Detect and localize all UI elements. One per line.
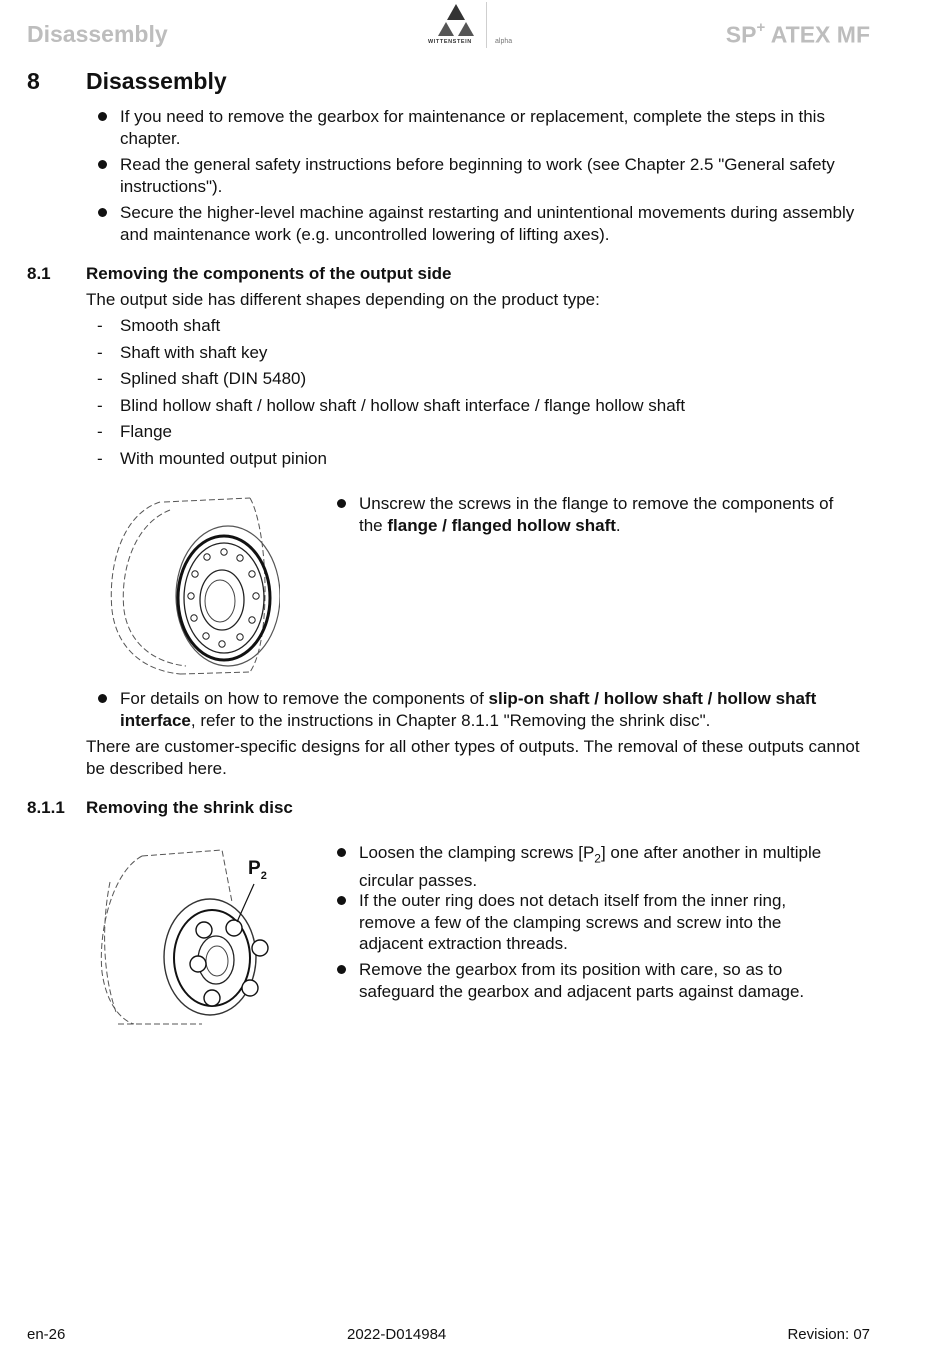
- header-left-title: Disassembly: [27, 21, 168, 47]
- section-8-1-title: Removing the components of the output side: [86, 264, 452, 283]
- logo-triangle-icon: [428, 2, 484, 38]
- section-8-number: 8: [27, 68, 40, 94]
- customer-specific-note: There are customer-specific designs for all other types of outputs. The removal of these outputs cannot be described here.: [86, 737, 860, 778]
- output-type-item: - Flange: [120, 421, 172, 443]
- output-type-item: - Smooth shaft: [120, 315, 220, 337]
- section-8-title: Disassembly: [86, 68, 227, 94]
- output-types-intro: The output side has different shapes depending on the product type:: [86, 290, 600, 309]
- shrink-disc-bullet: Loosen the clamping screws $[P_2]$ one after another in multiple circular passes.: [359, 842, 859, 891]
- section-8-bullet: If you need to remove the gearbox for maintenance or replacement, complete the steps in this chapter.: [120, 106, 872, 149]
- shrink-disc-bullet: Remove the gearbox from its position with care, so as to safeguard the gearbox and adjacent parts against damage.: [359, 959, 849, 1002]
- output-type-item: - With mounted output pinion: [120, 448, 327, 470]
- slipon-removal-bullet: For details on how to remove the components of slip-on shaft / hollow shaft / hollow shaft interface, refer to the instructions in Chapter 8.1.1 "Removing the shrink disc".: [120, 688, 872, 731]
- logo-brand-text: WITTENSTEIN: [428, 39, 472, 45]
- shrink-disc-bullet: If the outer ring does not detach itself from the inner ring, remove a few of the clamping screws and screw into the adjacent extraction threads.: [359, 890, 829, 955]
- logo-divider: [486, 2, 487, 48]
- p2-callout-label: $P_2$: [248, 858, 267, 882]
- p2-leader-line: [237, 884, 254, 922]
- section-8-bullet: Secure the higher-level machine against restarting and unintentional movements during assembly and maintenance work (e.g. uncontrolled lowering of lifting axes).: [120, 202, 872, 245]
- output-type-item: - Shaft with shaft key: [120, 342, 267, 364]
- footer-page-number: en-26: [27, 1326, 66, 1343]
- section-8-1-1-number: 8.1.1: [27, 798, 65, 817]
- header-right-title: SP+ ATEX MF: [725, 19, 870, 48]
- output-type-item: - Blind hollow shaft / hollow shaft / hollow shaft interface / flange hollow shaft: [120, 395, 685, 417]
- logo-alpha-text: alpha: [495, 38, 513, 45]
- footer-revision: Revision: 07: [787, 1326, 870, 1343]
- flange-removal-bullet: Unscrew the screws in the flange to remove the components of the flange / flanged hollow shaft.: [359, 493, 849, 536]
- footer-doc-id: 2022-D014984: [347, 1326, 447, 1343]
- wittenstein-logo: [428, 2, 518, 48]
- section-8-1-number: 8.1: [27, 264, 51, 283]
- flange-gearbox-figure: [100, 490, 280, 680]
- output-type-item: - Splined shaft (DIN 5480): [120, 368, 306, 390]
- section-8-bullet: Read the general safety instructions before beginning to work (see Chapter 2.5 "General safety instructions").: [120, 154, 872, 197]
- section-8-1-1-title: Removing the shrink disc: [86, 798, 293, 817]
